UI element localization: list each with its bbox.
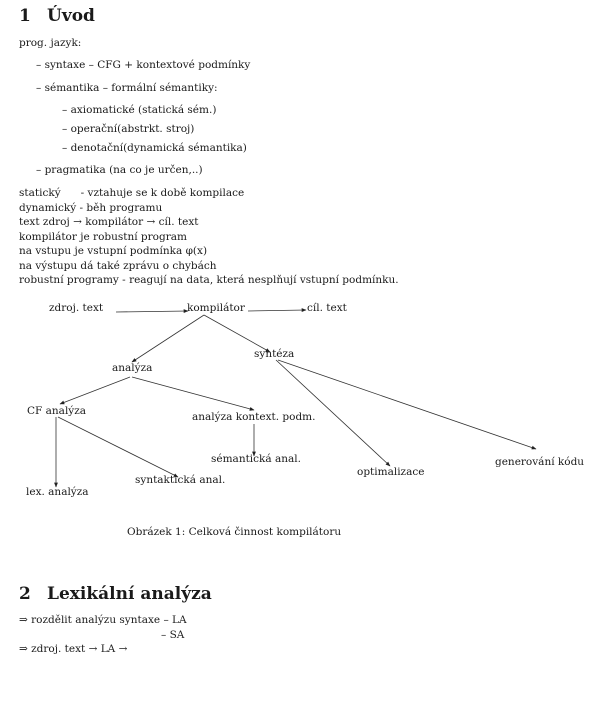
node-analyza: analýza: [112, 362, 153, 374]
edge-zdroj-kompilator: [116, 311, 188, 312]
edge-kompilator-cil: [248, 310, 306, 311]
definition-line: dynamický - běh programu: [19, 201, 163, 214]
bullet-pragmatics: – pragmatika (na co je určen,..): [36, 164, 203, 176]
edge-analyza-cf: [60, 377, 130, 404]
node-syntakticka-anal: syntaktická anal.: [135, 474, 226, 486]
node-synteza: syntéza: [254, 348, 295, 360]
definition-line: na výstupu dá také zprávu o chybách: [19, 259, 217, 272]
section-2-number: 2: [19, 584, 31, 604]
intro-text: prog. jazyk:: [19, 37, 82, 49]
section-1-title: Úvod: [47, 6, 95, 26]
node-cil-text: cíl. text: [307, 302, 347, 314]
node-optimalizace: optimalizace: [357, 466, 425, 478]
figure-caption: Obrázek 1: Celková činnost kompilátoru: [127, 526, 342, 538]
definition-line: text zdroj → kompilátor → cíl. text: [19, 216, 199, 228]
node-semanticka-anal: sémantická anal.: [211, 453, 301, 465]
section-2-heading: [19, 584, 212, 604]
edge-kompilator-analyza: [132, 315, 204, 362]
edge-analyza-kontext: [132, 377, 254, 410]
sub-bullet-axiomatic: – axiomatické (statická sém.): [62, 104, 217, 116]
node-analyza-kontext: analýza kontext. podm.: [192, 411, 316, 423]
section-2-line-1b: – SA: [161, 629, 185, 641]
edge-synteza-generovani: [278, 360, 536, 449]
node-kompilator: kompilátor: [187, 302, 245, 314]
section-2-line-1: ⇒ rozdělit analýzu syntaxe – LA: [19, 614, 187, 626]
node-zdroj-text: zdroj. text: [49, 302, 104, 314]
bullet-semantics: – sémantika – formální sémantiky:: [36, 82, 218, 94]
node-lex-analyza: lex. analýza: [26, 486, 89, 498]
bullet-syntax: – syntaxe – CFG + kontextové podmínky: [36, 59, 251, 71]
definition-line: robustní programy - reagují na data, která nesplňují vstupní podmínku.: [19, 274, 399, 286]
edge-cf-syntakticka: [58, 417, 178, 477]
definition-line: statický - vztahuje se k době kompilace: [19, 187, 245, 199]
definition-line: kompilátor je robustní program: [19, 230, 187, 243]
sub-bullet-denotational: – denotační(dynamická sémantika): [62, 142, 247, 154]
sub-bullet-operational: – operační(abstrkt. stroj): [62, 123, 195, 135]
section-2-title: Lexikální analýza: [47, 584, 212, 604]
section-2-line-2: ⇒ zdroj. text → LA →: [19, 643, 128, 655]
definition-line: na vstupu je vstupní podmínka φ(x): [19, 245, 208, 257]
node-generovani-kodu: generování kódu: [495, 456, 585, 468]
edge-kompilator-synteza: [204, 315, 270, 352]
node-cf-analyza: CF analýza: [27, 405, 87, 417]
section-1-number: 1: [19, 6, 31, 26]
